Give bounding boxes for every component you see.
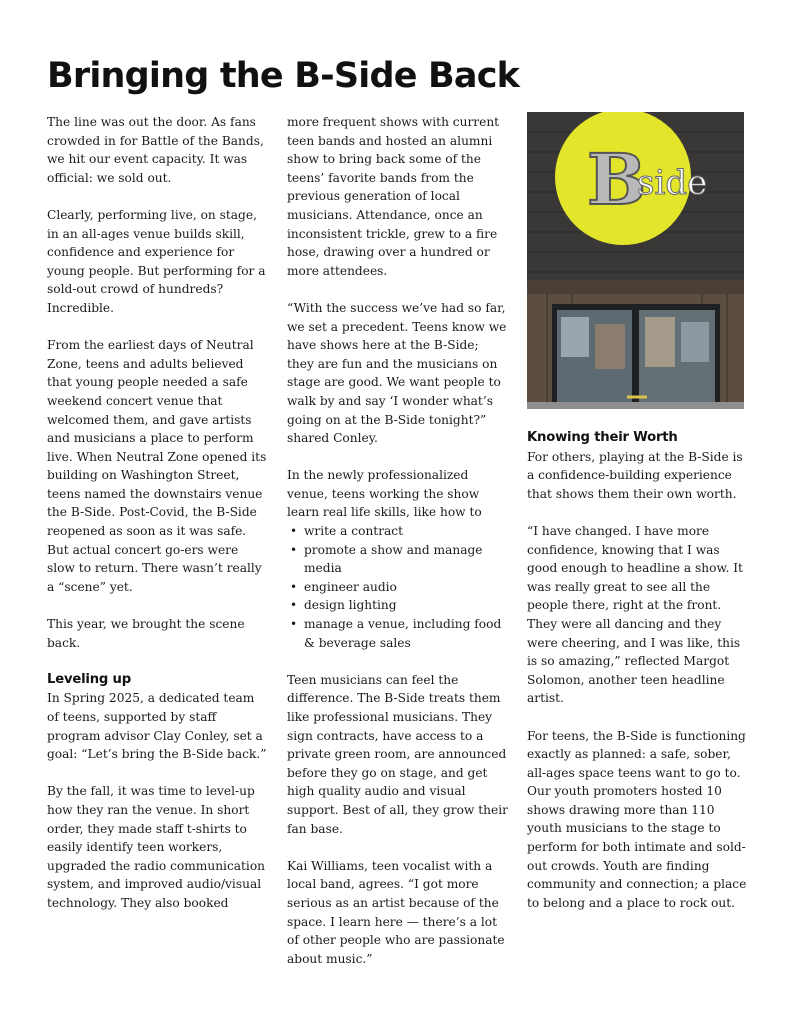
storefront-illustration — [527, 112, 744, 409]
paragraph: “With the success we’ve had so far, we set a precedent. Teens know we have shows here at the B-Side; they are fun and the musicians on stage are good. We want people to walk by and say ‘I wonder what’s going on at the B-Side tonight?” shared Conley. — [287, 300, 507, 446]
paragraph: This year, we brought the scene back. — [47, 617, 245, 650]
paragraph: By the fall, it was time to level-up how they ran the venue. In short order, they made staff t-shirts to easily identify teen workers, upgraded the radio communication system, and improved audio/visual technology. They also booked — [47, 784, 266, 910]
list-item: • design lighting — [304, 596, 509, 615]
paragraph: Teen musicians can feel the difference. The B-Side treats them like professional musicians. They sign contracts, have access to a private green room, are announced before they go on stage, and get high quality audio and visual support. Best of all, they grow their fan base. — [287, 672, 508, 836]
section-heading-leveling-up: Leveling up — [47, 671, 131, 687]
paragraph: “I have changed. I have more confidence, knowing that I was good enough to headline a show. It was really great to see all the people there, right at the front. They were all dancing and they were cheering, and I was like, this is so amazing,” reflected Margot Solomon, another teen headline artist. — [527, 523, 743, 706]
sign-word: side — [637, 163, 708, 203]
paragraph: Kai Williams, teen vocalist with a local band, agrees. “I got more serious as an artist because of the space. I learn here — there’s a lot of other people who are passionate about music.” — [287, 858, 505, 966]
column-1 — [47, 113, 269, 913]
list-item: • manage a venue, including food & beverage sales — [304, 615, 509, 652]
b-side-storefront-photo — [527, 112, 744, 409]
article-title: Bringing the B-Side Back — [47, 56, 520, 96]
paragraph: For teens, the B-Side is functioning exactly as planned: a safe, sober, all-ages space teens want to go to. Our youth promoters hosted 10 shows drawing more than 110 youth musicians to the stage to perform for both intimate and sold-out crowds. Youth are finding community and connection; a place to belong and a place to rock out. — [527, 728, 747, 910]
sign-letter: B — [587, 138, 647, 221]
paragraph: In the newly professionalized venue, teens working the show learn real life skills, like how to — [287, 468, 482, 520]
column-2 — [287, 113, 509, 968]
paragraph: In Spring 2025, a dedicated team of teens, supported by staff program advisor Clay Conley, set a goal: “Let’s bring the B-Side back.” — [47, 691, 267, 762]
paragraph: Clearly, performing live, on stage, in an all-ages venue builds skill, confidence and experience for young people. But performing for a sold-out crowd of hundreds? Incredible. — [47, 207, 266, 315]
list-item: • engineer audio — [304, 578, 509, 597]
section-heading-knowing-their-worth: Knowing their Worth — [527, 430, 678, 445]
skills-list — [287, 522, 509, 652]
column-3 — [527, 429, 749, 912]
paragraph: From the earliest days of Neutral Zone, teens and adults believed that young people needed a safe weekend concert venue that welcomed them, and gave artists and musicians a place to perform live. When Neutral Zone opened its building on Washington Street, teens named the downstairs venue the B-Side. Post-Covid, the B-Side reopened as soon as it was safe. But actual concert go-ers were slow to return. There wasn’t really a “scene” yet. — [47, 338, 267, 594]
list-item: • write a contract — [304, 522, 509, 541]
paragraph: more frequent shows with current teen bands and hosted an alumni show to bring back some of the teens’ favorite bands from the previous generation of local musicians. Attendance, once an inconsistent trickle, grew to a fire hose, drawing over a hundred or more attendees. — [287, 115, 500, 278]
paragraph: The line was out the door. As fans crowded in for Battle of the Bands, we hit our event capacity. It was official: we sold out. — [47, 115, 264, 185]
list-item: • promote a show and manage media — [304, 541, 509, 578]
paragraph: For others, playing at the B-Side is a confidence-building experience that shows them their own worth. — [527, 449, 743, 501]
